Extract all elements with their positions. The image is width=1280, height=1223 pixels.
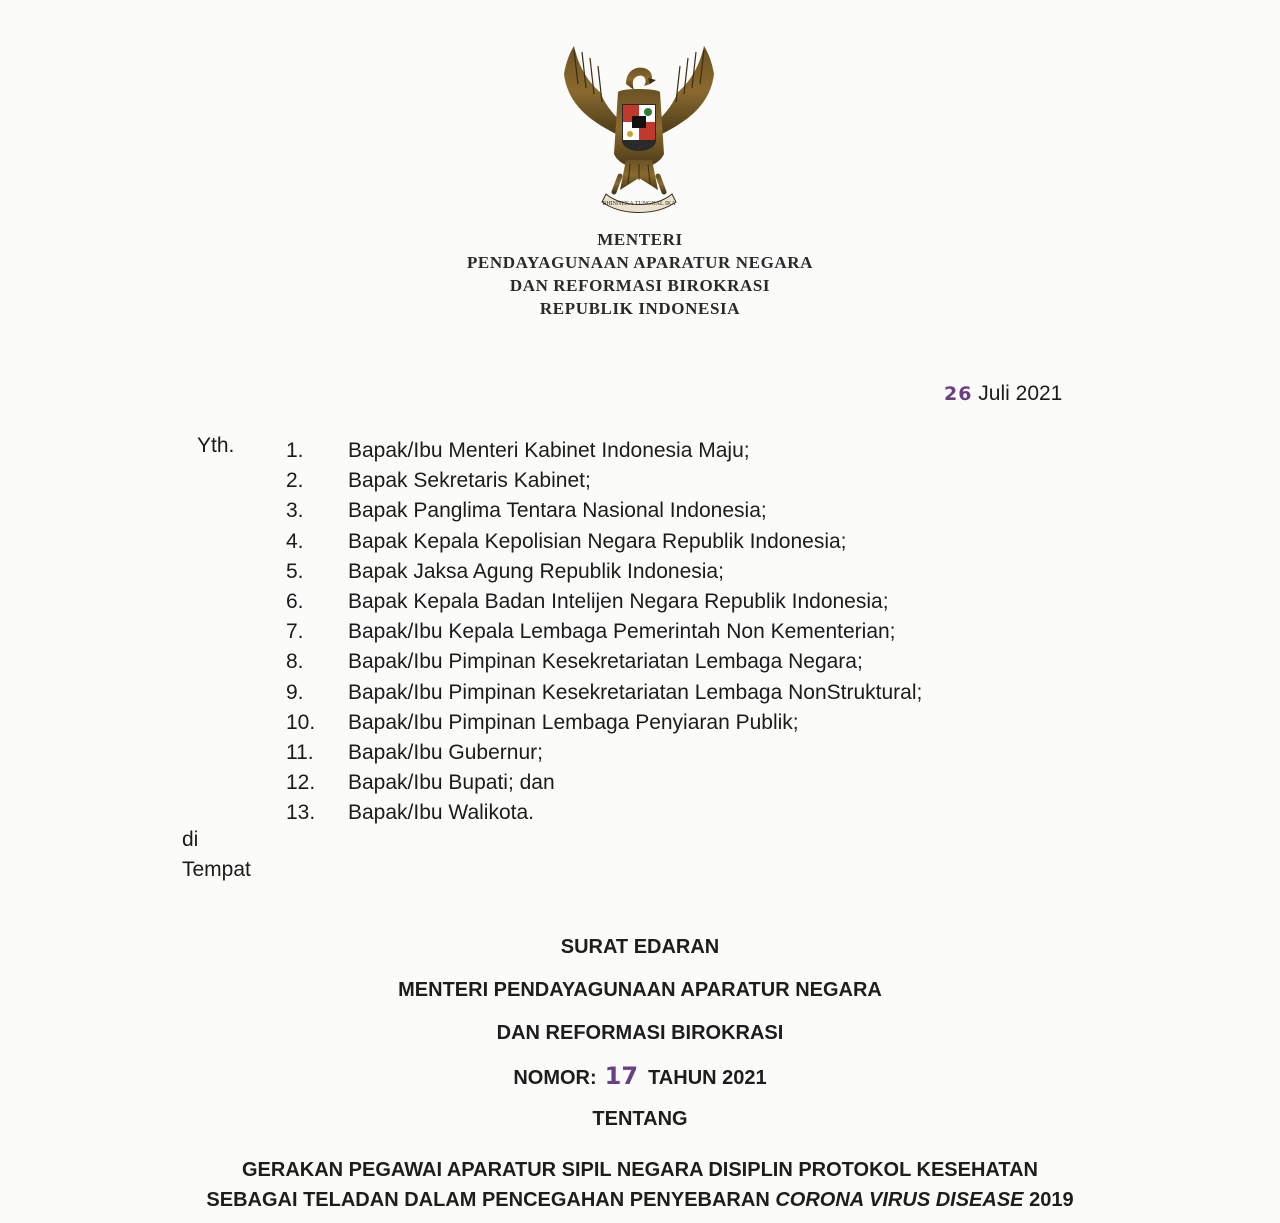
title-line-minister: MENTERI PENDAYAGUNAAN APARATUR NEGARA <box>398 979 882 1001</box>
title-line-reform: DAN REFORMASI BIROKRASI <box>496 1022 784 1044</box>
recipient-item <box>280 557 922 587</box>
subject-line-2 <box>140 1185 1140 1215</box>
recipient-number: 10. <box>286 710 316 734</box>
recipient-number: 1. <box>286 439 304 462</box>
letterhead-line-4: REPUBLIK INDONESIA <box>539 299 741 318</box>
nomor-label: NOMOR: <box>513 1067 597 1089</box>
garuda-emblem-icon <box>556 44 722 216</box>
recipient-item <box>280 768 922 798</box>
recipient-text: Bapak/Ibu Pimpinan Kesekretariatan Lembaga Negara; <box>348 650 863 674</box>
recipient-text: Bapak/Ibu Pimpinan Lembaga Penyiaran Publik; <box>348 710 799 734</box>
circular-title <box>140 930 1140 1215</box>
letterhead <box>340 228 940 320</box>
recipient-number: 9. <box>286 680 304 704</box>
recipient-text: Bapak/Ibu Gubernur; <box>348 740 543 764</box>
recipient-item <box>280 496 922 526</box>
subject-line-2-suffix: 2019 <box>1029 1189 1074 1211</box>
letterhead-line-3: DAN REFORMASI BIROKRASI <box>509 276 771 295</box>
location-di: di <box>182 828 199 851</box>
recipient-text: Bapak/Ibu Menteri Kabinet Indonesia Maju; <box>348 439 750 462</box>
title-nomor <box>140 1059 1140 1102</box>
letterhead-line-2: PENDAYAGUNAAN APARATUR NEGARA <box>466 253 814 272</box>
recipient-text: Bapak/Ibu Kepala Lembaga Pemerintah Non Kementerian; <box>348 620 896 644</box>
recipient-item <box>280 708 922 738</box>
title-tentang: TENTANG <box>592 1108 688 1130</box>
letter-date <box>944 382 1062 406</box>
emblem-motto: BHINNEKA TUNGGAL IKA <box>602 201 676 207</box>
recipient-item <box>280 678 922 708</box>
recipient-text: Bapak/Ibu Walikota. <box>348 801 534 825</box>
recipient-text: Bapak/Ibu Bupati; dan <box>348 771 555 795</box>
recipient-item <box>280 466 922 496</box>
recipient-text: Bapak/Ibu Pimpinan Kesekretariatan Lembaga NonStruktural; <box>348 680 923 704</box>
recipient-item <box>280 617 922 647</box>
recipient-item <box>280 798 922 828</box>
recipient-number: 3. <box>286 499 304 523</box>
subject-line-2-italic: CORONA VIRUS DISEASE <box>775 1189 1024 1211</box>
recipient-text: Bapak Sekretaris Kabinet; <box>348 469 591 493</box>
location-tempat: Tempat <box>182 858 251 881</box>
subject-line-1: GERAKAN PEGAWAI APARATUR SIPIL NEGARA DISIPLIN PROTOKOL KESEHATAN <box>242 1159 1038 1181</box>
salutation: Yth. <box>197 434 235 457</box>
nomor-value-handwritten: 17 <box>604 1062 639 1090</box>
recipient-number: 4. <box>286 529 304 553</box>
recipient-item <box>280 436 922 466</box>
recipient-number: 6. <box>286 589 304 613</box>
recipient-text: Bapak Kepala Kepolisian Negara Republik Indonesia; <box>348 529 847 553</box>
recipient-text: Bapak Panglima Tentara Nasional Indonesia; <box>348 499 767 523</box>
recipient-number: 2. <box>286 469 304 493</box>
title-surat-edaran: SURAT EDARAN <box>560 936 720 958</box>
recipient-number: 7. <box>286 620 304 644</box>
recipient-item <box>280 738 922 768</box>
recipient-item <box>280 587 922 617</box>
recipient-item <box>280 647 922 677</box>
recipient-number: 13. <box>286 801 316 825</box>
recipient-text: Bapak Kepala Badan Intelijen Negara Republik Indonesia; <box>348 589 889 613</box>
recipient-number: 5. <box>286 559 304 583</box>
date-day-handwritten: 26 <box>944 383 973 405</box>
recipient-number: 8. <box>286 650 304 674</box>
recipient-number: 11. <box>286 740 314 764</box>
letterhead-line-1: MENTERI <box>597 230 683 249</box>
recipient-number: 12. <box>286 771 316 795</box>
date-month-year: Juli 2021 <box>978 382 1063 405</box>
recipient-list <box>280 436 922 828</box>
subject-line-2-prefix: SEBAGAI TELADAN DALAM PENCEGAHAN PENYEBARAN <box>206 1189 770 1211</box>
recipient-item <box>280 527 922 557</box>
nomor-year: TAHUN 2021 <box>648 1067 767 1089</box>
recipient-text: Bapak Jaksa Agung Republik Indonesia; <box>348 559 724 583</box>
